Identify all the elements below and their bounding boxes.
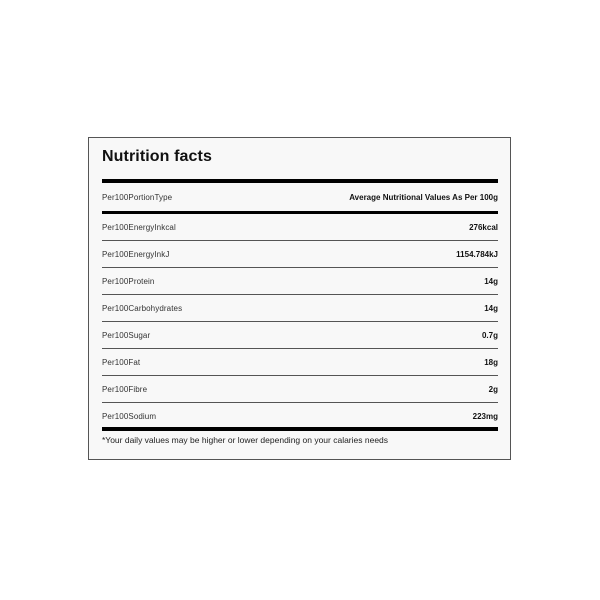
table-row [102,403,498,430]
row-value: 14g [484,303,498,313]
header-value: Average Nutritional Values As Per 100g [349,193,498,202]
footer-divider [102,427,498,431]
row-label: Per100Sugar [102,330,151,340]
row-value: 14g [484,276,498,286]
table-row [102,349,498,376]
row-value: 223mg [472,412,498,421]
row-value: 276kcal [469,222,498,232]
header-label: Per100PortionType [102,193,173,202]
row-value: 1154.784kJ [456,249,498,259]
row-label: Per100EnergyInkcal [102,222,176,232]
row-value: 2g [488,384,498,394]
table-row [102,322,498,349]
table-row [102,214,498,241]
row-label: Per100Fibre [102,384,148,394]
daily-values-footnote: *Your daily values may be higher or lower depending on your calaries needs [102,435,389,445]
table-row [102,295,498,322]
table-row [102,376,498,403]
title-divider [102,179,498,183]
row-value: 18g [484,357,498,367]
nutrition-facts-title: Nutrition facts [102,148,212,165]
nutrition-table [102,184,498,211]
row-value: 0.7g [481,330,498,340]
row-label: Per100Protein [102,276,155,286]
row-label: Per100EnergyInkJ [102,249,170,259]
table-row [102,268,498,295]
nutrition-rows [102,214,498,430]
row-label: Per100Carbohydrates [102,303,183,313]
row-label: Per100Sodium [102,412,157,421]
nutrition-facts-panel [88,137,511,460]
row-label: Per100Fat [102,357,141,367]
table-header-row [102,184,498,211]
table-row [102,241,498,268]
